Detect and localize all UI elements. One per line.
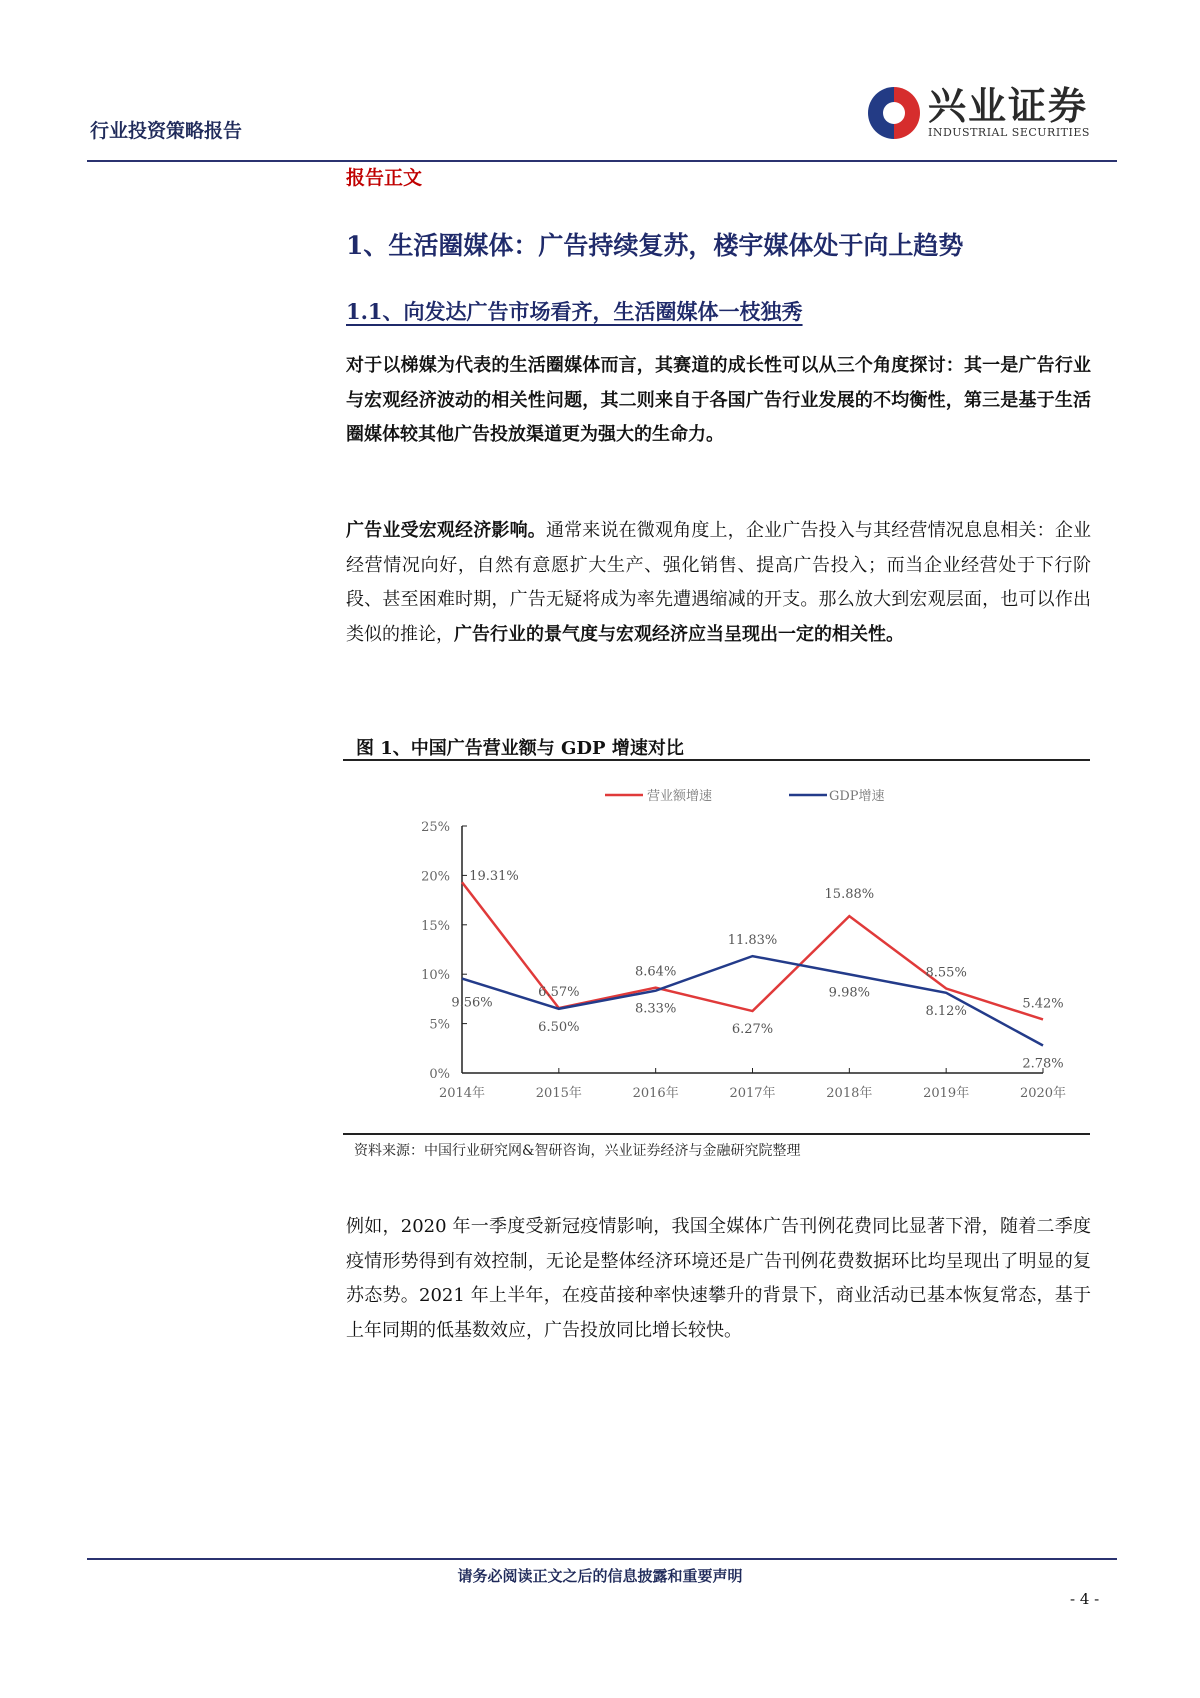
x-tick-label: 2017年 — [729, 1086, 776, 1101]
logo-cn: 兴业证券 — [928, 83, 1089, 128]
y-tick-label: 20% — [421, 869, 450, 885]
x-tick-label: 2018年 — [826, 1086, 873, 1101]
paragraph-example: 例如，2020 年一季度受新冠疫情影响，我国全媒体广告刊例花费同比显著下滑，随着二季度疫情形势得到有效控制，无论是整体经济环境还是广告刊例花费数据环比均呈现出了明显的复苏态势。2021 年上半年，在疫苗接种率快速攀升的背景下，商业活动已基本恢复常态，基于上年同期的低基数效应，广告投放同比增长较快。 — [346, 1216, 1091, 1341]
data-label: 15.88% — [824, 887, 875, 903]
para-tail: 广告行业的景气度与宏观经济应当呈现出一定的相关性。 — [454, 623, 904, 645]
footer-divider — [87, 1558, 1117, 1560]
x-tick-label: 2019年 — [923, 1086, 970, 1101]
header-divider — [87, 160, 1117, 162]
x-tick-label: 2020年 — [1019, 1086, 1067, 1101]
footer-disclaimer: 请务必阅读正文之后的信息披露和重要声明 — [457, 1567, 743, 1585]
company-logo — [868, 83, 1090, 139]
data-label: 8.12% — [925, 1003, 967, 1019]
y-tick-label: 0% — [429, 1067, 450, 1082]
data-label: 8.64% — [635, 964, 677, 980]
heading-2: 1.1、向发达广告市场看齐，生活圈媒体一枝独秀 — [346, 299, 803, 324]
y-tick-label: 25% — [421, 820, 450, 835]
y-tick-label: 15% — [421, 918, 450, 934]
x-tick-label: 2015年 — [535, 1086, 582, 1101]
data-label: 19.31% — [469, 869, 519, 885]
para-lead: 广告业受宏观经济影响。 — [346, 520, 546, 541]
paragraph-intro: 对于以梯媒为代表的生活圈媒体而言，其赛道的成长性可以从三个角度探讨：其一是广告行业与宏观经济波动的相关性问题，其二则来自于各国广告行业发展的不均衡性，第三是基于生活圈媒体较其他广告投放渠道更为强大的生命力。 — [346, 355, 1091, 445]
logo-mark-icon — [868, 87, 920, 139]
report-type: 行业投资策略报告 — [90, 120, 243, 142]
figure-top-rule — [343, 759, 1090, 761]
figure-source: 资料来源：中国行业研究网&智研咨询，兴业证券经济与金融研究院整理 — [354, 1143, 801, 1159]
data-label: 8.33% — [635, 1001, 677, 1017]
data-label: 8.55% — [925, 965, 967, 981]
section-label: 报告正文 — [346, 167, 423, 189]
data-label: 9.98% — [828, 985, 870, 1001]
data-label: 11.83% — [727, 933, 778, 949]
data-label: 6.57% — [538, 985, 580, 1001]
data-label: 6.27% — [731, 1022, 774, 1038]
line-chart — [343, 770, 1090, 1130]
page-number: - 4 - — [1070, 1590, 1100, 1608]
legend-label: GDP增速 — [829, 789, 885, 804]
data-label: 5.42% — [1022, 996, 1064, 1012]
heading-1: 1、生活圈媒体：广告持续复苏，楼宇媒体处于向上趋势 — [346, 231, 964, 260]
data-label: 9.56% — [451, 995, 493, 1011]
legend-label: 营业额增速 — [647, 789, 713, 804]
y-tick-label: 10% — [421, 968, 450, 984]
x-tick-label: 2016年 — [632, 1086, 679, 1101]
logo-en: INDUSTRIAL SECURITIES — [928, 126, 1090, 139]
data-label: 2.78% — [1022, 1056, 1064, 1072]
figure-title: 图 1、中国广告营业额与 GDP 增速对比 — [356, 738, 684, 759]
x-tick-label: 2014年 — [438, 1086, 486, 1101]
y-tick-label: 5% — [429, 1017, 450, 1033]
paragraph-macro — [346, 514, 1091, 652]
para-body: 通常来说在微观角度上，企业广告投入与其经营情况息息相关：企业经营情况向好，自然有意愿扩大生产、强化销售、提高广告投入；而当企业经营处于下行阶段、甚至困难时期，广告无疑将成为率先遭遇缩减的开支。那么放大到宏观层面，也可以作出类似的推论， — [346, 520, 1092, 645]
figure-bottom-rule — [343, 1133, 1090, 1135]
data-label: 6.50% — [538, 1019, 580, 1035]
